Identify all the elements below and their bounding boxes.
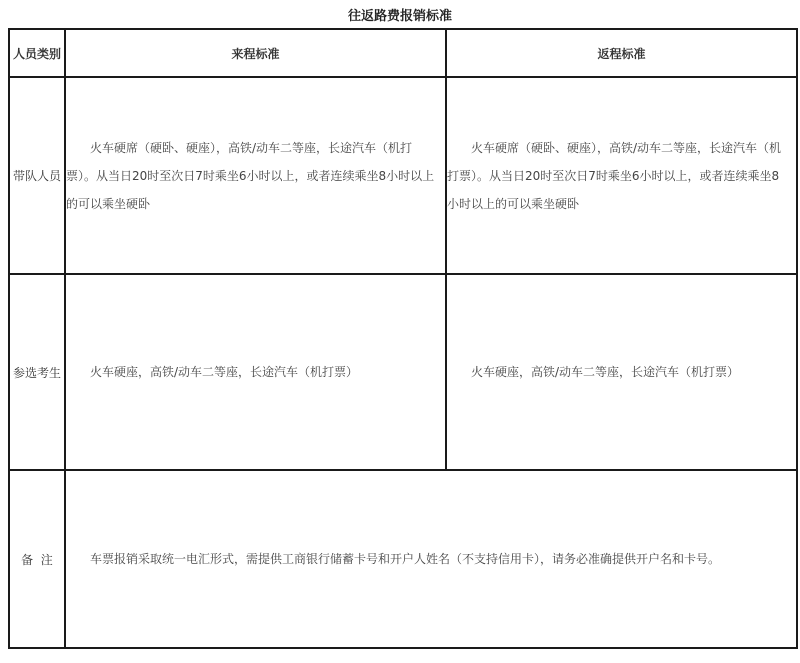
document-title: 往返路费报销标准 bbox=[347, 9, 452, 24]
table-row bbox=[9, 274, 797, 470]
header-category: 人员类别 bbox=[9, 29, 65, 77]
row-category: 参选考生 bbox=[9, 274, 65, 470]
reimbursement-table bbox=[8, 28, 798, 649]
row-category: 带队人员 bbox=[9, 77, 65, 274]
table-row bbox=[9, 77, 797, 274]
table-row bbox=[9, 470, 797, 648]
row-return: 火车硬座，高铁/动车二等座，长途汽车（机打票） bbox=[446, 274, 797, 470]
row-category: 备 注 bbox=[9, 470, 65, 648]
header-outbound: 来程标准 bbox=[65, 29, 446, 77]
table-header-row bbox=[9, 29, 797, 77]
row-note: 车票报销采取统一电汇形式，需提供工商银行储蓄卡号和开户人姓名（不支持信用卡），请务必准确提供开户名和卡号。 bbox=[65, 470, 797, 648]
row-outbound: 火车硬席（硬卧、硬座），高铁/动车二等座，长途汽车（机打票）。从当日20时至次日7时乘坐6小时以上，或者连续乘坐8小时以上的可以乘坐硬卧 bbox=[65, 77, 446, 274]
row-outbound: 火车硬座，高铁/动车二等座，长途汽车（机打票） bbox=[65, 274, 446, 470]
row-return: 火车硬席（硬卧、硬座），高铁/动车二等座，长途汽车（机打票）。从当日20时至次日7时乘坐6小时以上，或者连续乘坐8小时以上的可以乘坐硬卧 bbox=[446, 77, 797, 274]
header-return: 返程标准 bbox=[446, 29, 797, 77]
